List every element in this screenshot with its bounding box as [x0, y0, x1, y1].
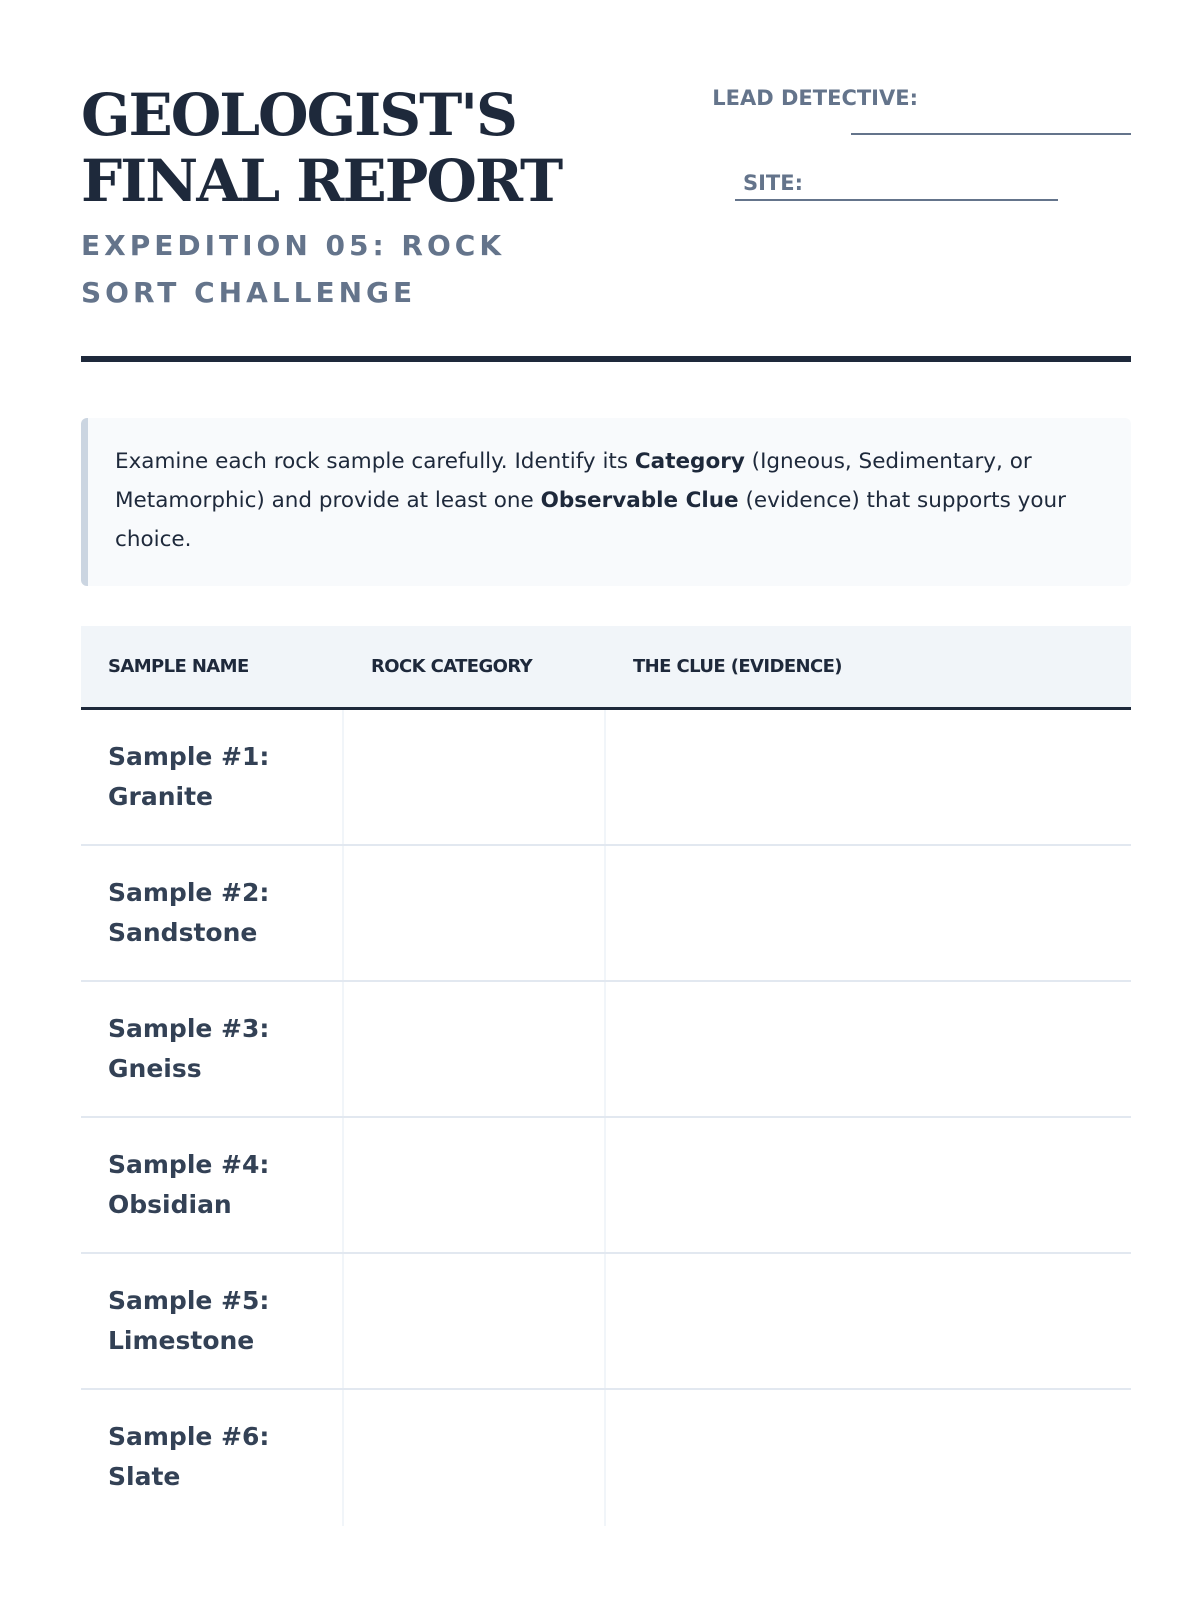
rock-category-cell[interactable]	[344, 1254, 606, 1388]
sample-number: Sample #5:	[108, 1286, 270, 1315]
sample-number: Sample #3:	[108, 1014, 270, 1043]
site-field[interactable]	[735, 199, 1058, 201]
page-title: GEOLOGIST'S FINAL REPORT	[81, 81, 562, 215]
lead-detective-label	[692, 82, 918, 115]
clue-cell[interactable]	[606, 1254, 1131, 1388]
clue-cell[interactable]	[606, 982, 1131, 1116]
sample-number: Sample #6:	[108, 1422, 270, 1451]
rock-category-cell[interactable]	[344, 846, 606, 980]
sample-name-cell	[81, 710, 344, 844]
instructions-text-2: (Igneous, Sedimentary, or Metamorphic) and provide at least one	[115, 449, 1032, 513]
instructions-bold-clue: Observable Clue	[540, 488, 739, 513]
sample-name-cell	[81, 982, 344, 1116]
rock-category-cell[interactable]	[344, 710, 606, 844]
lead-detective-field[interactable]	[851, 133, 1131, 135]
clue-cell[interactable]	[606, 1390, 1131, 1526]
site-label: SITE:	[742, 171, 803, 195]
sample-number: Sample #2:	[108, 878, 270, 907]
table-header	[81, 626, 1131, 710]
sample-number: Sample #4:	[108, 1150, 270, 1179]
table-row	[81, 710, 1131, 846]
instructions-text-3: (evidence) that supports your choice.	[115, 488, 1066, 552]
clue-cell[interactable]	[606, 846, 1131, 980]
sample-number: Sample #1:	[108, 742, 270, 771]
sample-rock-name: Granite	[108, 782, 213, 811]
page-subtitle: EXPEDITION 05: ROCK SORT CHALLENGE	[81, 229, 506, 309]
sample-rock-name: Gneiss	[108, 1054, 202, 1083]
header-rock-category: ROCK CATEGORY	[371, 656, 533, 677]
clue-cell[interactable]	[606, 1118, 1131, 1252]
table-row	[81, 846, 1131, 982]
sample-name-cell	[81, 1254, 344, 1388]
rock-category-cell[interactable]	[344, 1118, 606, 1252]
table-row	[81, 1118, 1131, 1254]
instructions-bold-category: Category	[634, 449, 745, 474]
table-row	[81, 1390, 1131, 1526]
header-divider	[81, 356, 1131, 362]
header-sample-name: SAMPLE NAME	[108, 656, 249, 677]
sample-rock-name: Obsidian	[108, 1190, 232, 1219]
report-header	[81, 0, 1131, 362]
sample-name-cell	[81, 846, 344, 980]
sample-rock-name: Slate	[108, 1462, 181, 1491]
rock-sort-table	[81, 626, 1131, 1526]
table-row	[81, 1254, 1131, 1390]
lead-detective-label-text: LEAD DETECTIVE:	[712, 86, 918, 110]
sample-name-cell	[81, 1390, 344, 1526]
rock-category-cell[interactable]	[344, 1390, 606, 1526]
instructions-text-1: Examine each rock sample carefully. Identify its	[115, 449, 635, 474]
sample-name-cell	[81, 1118, 344, 1252]
sample-rock-name: Limestone	[108, 1326, 255, 1355]
rock-category-cell[interactable]	[344, 982, 606, 1116]
worksheet-page	[81, 0, 1131, 1491]
header-clue: THE CLUE (EVIDENCE)	[633, 656, 842, 677]
sample-rock-name: Sandstone	[108, 918, 258, 947]
instructions-box	[81, 418, 1131, 586]
table-row	[81, 982, 1131, 1118]
clue-cell[interactable]	[606, 710, 1131, 844]
